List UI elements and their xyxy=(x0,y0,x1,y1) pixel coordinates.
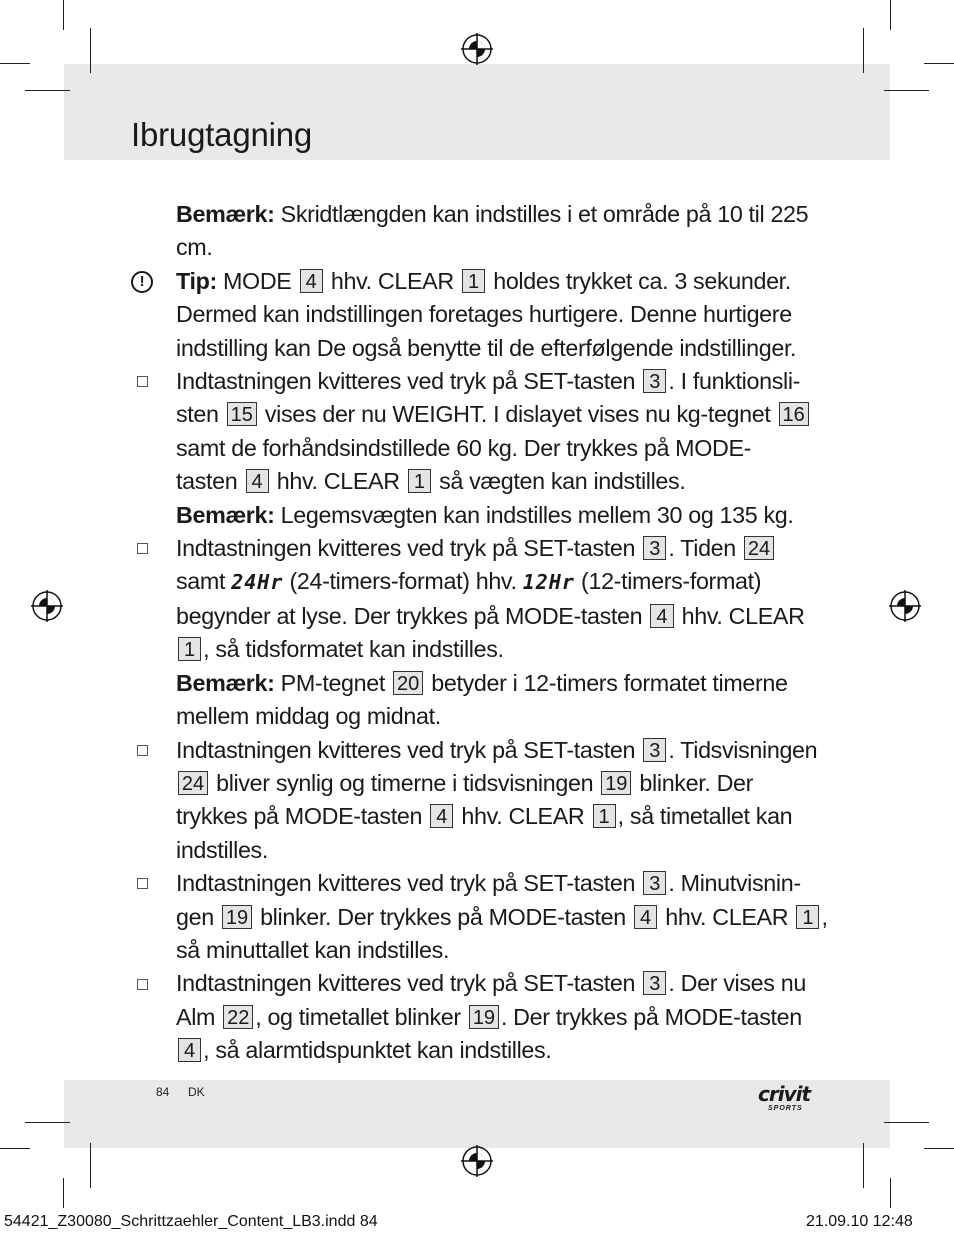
crop-mark xyxy=(90,28,91,73)
text-run: , så timetallet kan indstilles. xyxy=(176,803,793,863)
text-run: , så minuttallet kan indstilles. xyxy=(176,903,828,963)
reference-number-box: 3 xyxy=(643,369,666,393)
note-label: Bemærk: xyxy=(176,201,275,227)
reference-number-box: 4 xyxy=(430,804,453,828)
reference-number-box: 4 xyxy=(246,469,269,493)
text-run: . Der trykkes på MODE-tasten xyxy=(500,1003,802,1030)
crop-mark xyxy=(863,28,864,73)
checkbox-bullet-icon xyxy=(130,967,154,1000)
text-run: . Tidsvisningen xyxy=(668,736,818,763)
text-run: Indtastningen kvitteres ved tryk på SET-tasten xyxy=(176,736,642,763)
reference-number-box: 24 xyxy=(178,771,208,795)
reference-number-box: 1 xyxy=(462,269,485,293)
brand-name: crivit xyxy=(758,1082,811,1106)
text-run: bliver synlig og timerne i tidsvisningen xyxy=(210,769,600,796)
text-run: hhv. CLEAR xyxy=(455,803,591,830)
instruction-item xyxy=(130,867,830,967)
instruction-item xyxy=(130,265,830,365)
instruction-item xyxy=(130,734,830,868)
text-run: hhv. CLEAR xyxy=(675,602,805,629)
crop-mark xyxy=(25,1122,70,1123)
text-run: (12-timers-format) begynder at lyse. Der trykkes på MODE-tasten xyxy=(176,568,762,629)
note-label: Bemærk: xyxy=(176,501,275,528)
reference-number-box: 3 xyxy=(643,971,666,995)
text-run: Indtastningen kvitteres ved tryk på SET-tasten xyxy=(176,368,642,395)
text-run: . Minutvisnin- xyxy=(668,870,801,897)
crop-mark xyxy=(890,0,891,30)
text-run: hhv. CLEAR xyxy=(270,468,406,495)
crop-mark xyxy=(924,1148,954,1149)
registration-mark-icon xyxy=(888,589,922,623)
crop-mark xyxy=(63,1178,64,1208)
text-run: (24-timers-format) hhv. xyxy=(283,568,523,595)
checkbox-bullet-icon xyxy=(130,532,154,565)
text-run: blinker. Der trykkes på MODE-tasten xyxy=(253,903,632,930)
reference-number-box: 1 xyxy=(796,905,819,929)
instruction-item xyxy=(130,967,830,1067)
text-run: blinker. Der trykkes på MODE-tasten xyxy=(176,769,754,830)
registration-mark-icon xyxy=(30,589,64,623)
print-slug-file: 54421_Z30080_Schrittzaehler_Content_LB3.indd 84 xyxy=(4,1213,378,1230)
text-run: MODE xyxy=(216,267,298,294)
text-run: , så alarmtidspunktet kan indstilles. xyxy=(203,1037,552,1064)
text-run: hhv. CLEAR xyxy=(324,267,460,294)
reference-number-box: 22 xyxy=(223,1005,253,1029)
reference-number-box: 4 xyxy=(650,604,673,628)
reference-number-box: 3 xyxy=(643,738,666,762)
exclamation-circle-icon: ! xyxy=(130,265,154,298)
text-run: gen xyxy=(176,903,220,930)
reference-number-box: 1 xyxy=(408,469,431,493)
reference-number-box: 19 xyxy=(469,1005,499,1029)
text-run: vises der nu WEIGHT. I dislayet vises nu kg-tegnet xyxy=(258,401,777,428)
language-code: DK xyxy=(188,1085,205,1099)
crop-mark xyxy=(863,1143,864,1188)
crop-mark xyxy=(924,63,954,64)
text-run: samt xyxy=(176,568,232,595)
text-run: holdes trykket ca. 3 sekunder. Dermed kan indstillingen foretages hurtigere. Denne hurtigere indstilling kan De også benytte til de efterfølgende indstillinger. xyxy=(176,267,797,361)
text-run: , og timetallet blinker xyxy=(255,1003,467,1030)
instruction-list xyxy=(130,198,830,1068)
text-run: Indtastningen kvitteres ved tryk på SET-tasten xyxy=(176,870,642,897)
brand-logo xyxy=(758,1082,822,1120)
crop-mark xyxy=(90,1143,91,1188)
lcd-symbol: 12Hr xyxy=(522,570,575,595)
text-run: hhv. CLEAR xyxy=(659,903,795,930)
registration-mark-icon xyxy=(460,1144,494,1178)
note-label: Bemærk: xyxy=(176,669,275,696)
page-title: Ibrugtagning xyxy=(131,116,313,153)
reference-number-box: 20 xyxy=(393,671,423,695)
text-run: betyder i 12-timers formatet timerne mellem middag og midnat. xyxy=(176,669,788,730)
text-run: Legemsvægten kan indstilles mellem 30 og 135 kg. xyxy=(274,501,794,528)
crop-mark xyxy=(0,1148,30,1149)
instruction-item xyxy=(130,365,830,532)
checkbox-bullet-icon xyxy=(130,365,154,398)
text-run: . Der vises nu Alm xyxy=(176,970,806,1030)
text-run: , så tidsformatet kan indstilles. xyxy=(203,636,504,663)
instruction-item xyxy=(130,532,830,733)
crop-mark xyxy=(0,63,30,64)
text-run: sten xyxy=(176,401,225,428)
text-run: samt de forhåndsindstillede 60 kg. Der trykkes på MODE- xyxy=(176,434,752,461)
reference-number-box: 19 xyxy=(601,771,631,795)
reference-number-box: 1 xyxy=(593,804,616,828)
text-run: Indtastningen kvitteres ved tryk på SET-tasten xyxy=(176,535,642,562)
reference-number-box: 3 xyxy=(643,536,666,560)
reference-number-box: 15 xyxy=(227,402,257,426)
crop-mark xyxy=(884,1122,929,1123)
text-run: tasten xyxy=(176,468,244,495)
reference-number-box: 1 xyxy=(178,637,201,661)
registration-mark-icon xyxy=(460,32,494,66)
brand-subtitle: SPORTS xyxy=(768,1105,803,1112)
lcd-symbol: 24Hr xyxy=(231,570,284,595)
reference-number-box: 24 xyxy=(744,536,774,560)
text-run: så vægten kan indstilles. xyxy=(432,468,686,495)
instruction-item xyxy=(130,198,830,265)
text-run: . Tiden xyxy=(668,535,743,562)
page-number: 84 xyxy=(156,1085,170,1099)
reference-number-box: 4 xyxy=(178,1038,201,1062)
text-run: PM-tegnet xyxy=(274,669,392,696)
crop-mark xyxy=(890,1178,891,1208)
crop-mark xyxy=(63,0,64,30)
reference-number-box: 19 xyxy=(222,905,252,929)
text-run: Skridtlængden kan indstilles i et område på 10 til 225 cm. xyxy=(176,201,809,261)
reference-number-box: 4 xyxy=(634,905,657,929)
crop-mark xyxy=(25,90,70,91)
print-slug-date: 21.09.10 12:48 xyxy=(806,1213,913,1230)
reference-number-box: 3 xyxy=(643,871,666,895)
crop-mark xyxy=(884,90,929,91)
reference-number-box: 16 xyxy=(779,402,809,426)
note-label: Tip: xyxy=(176,267,217,294)
text-run: Indtastningen kvitteres ved tryk på SET-tasten xyxy=(176,970,642,997)
checkbox-bullet-icon xyxy=(130,734,154,767)
checkbox-bullet-icon xyxy=(130,867,154,900)
text-run: . I funktionsli- xyxy=(668,368,801,395)
reference-number-box: 4 xyxy=(300,269,323,293)
